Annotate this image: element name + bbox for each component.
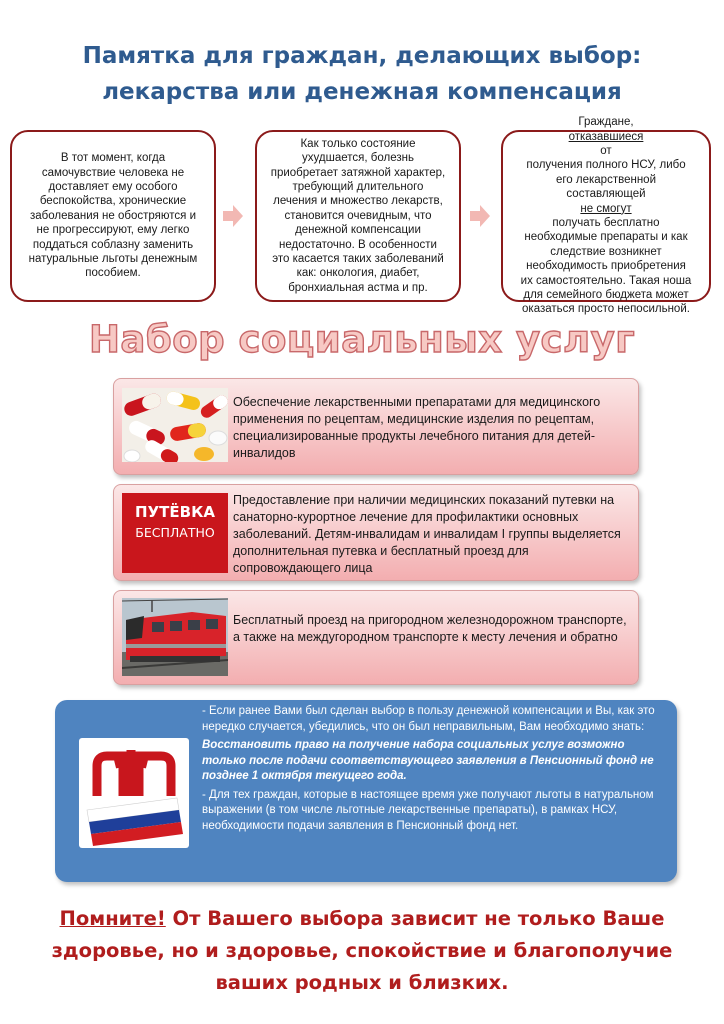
info-paragraph-2: Восстановить право на получение набора социальных услуг возможно только после подачи соответствующего заявления в Пенсионный фонд не позднее 1 октября текущего года.: [202, 739, 654, 782]
box2-line: ухудшается, болезнь: [302, 152, 414, 165]
info-panel: [55, 700, 677, 882]
voucher-icon: [122, 493, 228, 573]
box1-line: самочувствие человека не: [41, 166, 185, 179]
pills-icon: [122, 388, 228, 462]
footer-line-1: [0, 903, 724, 935]
info-paragraph-1: - Если ранее Вами был сделан выбор в пользу денежной компенсации и Вы, как это нередко случается, убедились, что он был неправильным, Вам необходимо знать:: [202, 705, 655, 733]
box2-line: бронхиальная астма и пр.: [288, 281, 428, 294]
box2-line: как: онкология, диабет,: [296, 267, 420, 280]
box3-line: для семейного бюджета может: [523, 289, 689, 302]
box1-line: натуральные льготы денежным: [28, 253, 198, 266]
box3-text: составляющей: [566, 188, 646, 201]
service-card-transport: [113, 590, 639, 685]
arrow-right-icon: [470, 205, 490, 227]
section-title: Набор социальных услуг: [88, 318, 636, 361]
box3-underlined-text: не смогут: [580, 202, 632, 215]
box3-line: [521, 187, 692, 216]
box2-line: недостаточно. В особенности: [279, 238, 437, 251]
box3-line: [521, 115, 692, 158]
voucher-badge-top: ПУТЁВКА: [135, 503, 215, 521]
box1-line: пособием.: [85, 267, 141, 280]
pfr-logo-icon: [79, 738, 189, 848]
box3-text: от: [600, 144, 612, 157]
info-paragraph-3: - Для тех граждан, которые в настоящее время уже получают льготы в натуральном выражении (в том числе льготные лекарственные препараты), в рамках НСУ, необходимости подачи заявления в Пенсионный фонд нет.: [202, 788, 654, 832]
box1-line: В тот момент, когда: [60, 152, 166, 165]
info-box-3: [501, 116, 711, 316]
box2-line: это касается таких заболеваний: [272, 253, 444, 266]
box3-line: их самостоятельно. Такая ноша: [520, 274, 692, 287]
box3-line: его лекарственной: [555, 173, 656, 186]
title-line-2: лекарства или денежная компенсация: [102, 79, 622, 105]
remember-text: Помните!: [59, 907, 166, 930]
box3-line: оказаться просто непосильной.: [522, 303, 690, 316]
box3-line: необходимость приобретения: [526, 260, 686, 273]
box2-line: денежной компенсации: [295, 224, 421, 237]
box2-line: становится очевидным, что: [284, 209, 432, 222]
box1-line: беспокойства, хронические: [39, 195, 187, 208]
arrow-right-icon: [223, 205, 243, 227]
service-card-voucher: [113, 484, 639, 581]
box2-line: требующий длительного: [292, 180, 424, 193]
box3-text: Граждане,: [578, 116, 634, 129]
box3-line: получения полного НСУ, либо: [526, 159, 686, 172]
page-title: [0, 38, 724, 110]
box1-line: поддаться соблазну заменить: [32, 238, 194, 251]
voucher-badge-bottom: БЕСПЛАТНО: [135, 525, 215, 540]
info-box-2: [255, 130, 461, 302]
box1-line: доставляет ему особого: [48, 180, 178, 193]
box2-line: лечения и множество лекарств,: [273, 195, 443, 208]
train-icon: [122, 598, 228, 676]
title-line-1: Памятка для граждан, делающих выбор:: [82, 43, 642, 69]
box1-line: не прогрессируют, ему легко: [36, 224, 190, 237]
service-text: Предоставление при наличии медицинских показаний путевки на санаторно-курортное лечение для профилактики основных заболеваний. Детям-инвалидам и инвалидам I группы выделяется дополнительная путевка и бесплатный проезд для сопровождающего лица: [233, 493, 621, 575]
footer-line-3: ваших родных и близких.: [215, 971, 509, 994]
box3-line: необходимые препараты и как: [524, 231, 688, 244]
info-text: [202, 704, 667, 837]
footer-message: [0, 903, 724, 999]
box3-underlined-text: отказавшиеся: [568, 130, 644, 143]
service-card-medicines: [113, 378, 639, 475]
service-text: Бесплатный проезд на пригородном железнодорожном транспорте, а также на междугородном транспорте к месту лечения и обратно: [233, 613, 627, 644]
footer-line-2: здоровье, но и здоровье, спокойствие и благополучие: [51, 939, 673, 962]
box3-line: следствие возникнет: [550, 245, 662, 258]
box2-line: Как только состояние: [300, 137, 416, 150]
box1-line: заболевания не обостряются и: [29, 209, 196, 222]
box2-line: приобретает затяжной характер,: [270, 166, 446, 179]
footer-text: От Вашего выбора зависит не только Ваше: [165, 907, 665, 930]
info-box-1: [10, 130, 216, 302]
box3-line: получать бесплатно: [552, 217, 660, 229]
service-text: Обеспечение лекарственными препаратами для медицинского применения по рецептам, медицинские изделия по рецептам, специализированные продукты лечебного питания для детей-инвалидов: [233, 395, 601, 460]
